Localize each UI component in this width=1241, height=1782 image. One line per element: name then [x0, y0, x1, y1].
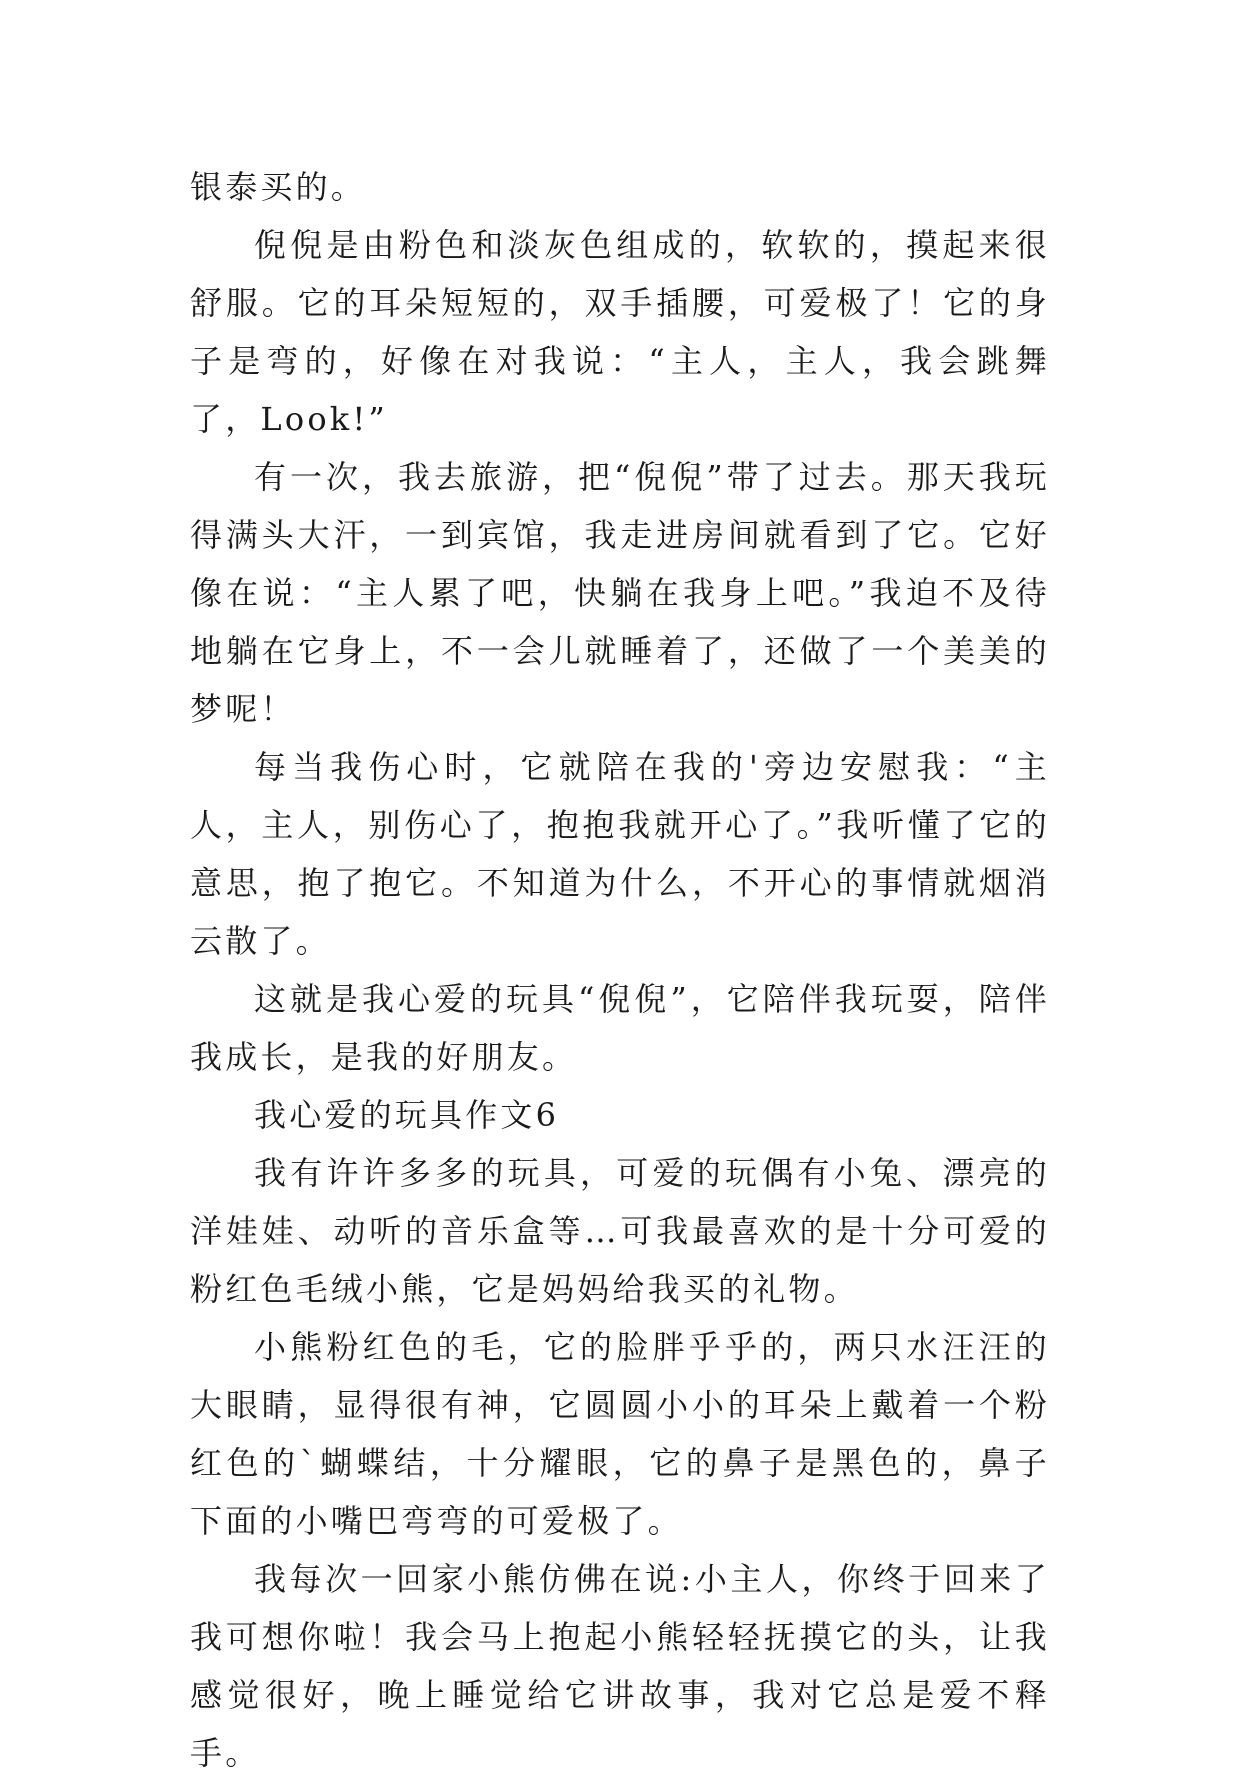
paragraph-6: 我有许许多多的玩具，可爱的玩偶有小兔、漂亮的洋娃娃、动听的音乐盒等…可我最喜欢的是十分可爱的粉红色毛绒小熊，它是妈妈给我买的礼物。	[190, 1154, 1050, 1308]
paragraph-1: 银泰买的。	[190, 168, 367, 206]
document-body	[190, 158, 1050, 1782]
paragraph-2: 倪倪是由粉色和淡灰色组成的，软软的，摸起来很舒服。它的耳朵短短的，双手插腰，可爱极了！它的身子是弯的，好像在对我说：“主人，主人，我会跳舞了，Look!”	[190, 226, 1050, 438]
paragraph-5: 这就是我心爱的玩具“倪倪”，它陪伴我玩耍，陪伴我成长，是我的好朋友。	[190, 980, 1050, 1076]
paragraph-7: 小熊粉红色的毛，它的脸胖乎乎的，两只水汪汪的大眼睛，显得很有神，它圆圆小小的耳朵上戴着一个粉红色的`蝴蝶结，十分耀眼，它的鼻子是黑色的，鼻子下面的小嘴巴弯弯的可爱极了。	[190, 1328, 1050, 1540]
paragraph-3: 有一次，我去旅游，把“倪倪”带了过去。那天我玩得满头大汗，一到宾馆，我走进房间就看到了它。它好像在说：“主人累了吧，快躺在我身上吧。”我迫不及待地躺在它身上，不一会儿就睡着了，还做了一个美美的梦呢！	[190, 458, 1050, 728]
section-heading: 我心爱的玩具作文6	[254, 1096, 560, 1134]
paragraph-4: 每当我伤心时，它就陪在我的'旁边安慰我：“主人，主人，别伤心了，抱抱我就开心了。”我听懂了它的意思，抱了抱它。不知道为什么，不开心的事情就烟消云散了。	[190, 748, 1050, 960]
paragraph-8: 我每次一回家小熊仿佛在说:小主人，你终于回来了我可想你啦！我会马上抱起小熊轻轻抚摸它的头，让我感觉很好，晚上睡觉给它讲故事，我对它总是爱不释手。	[190, 1560, 1050, 1772]
